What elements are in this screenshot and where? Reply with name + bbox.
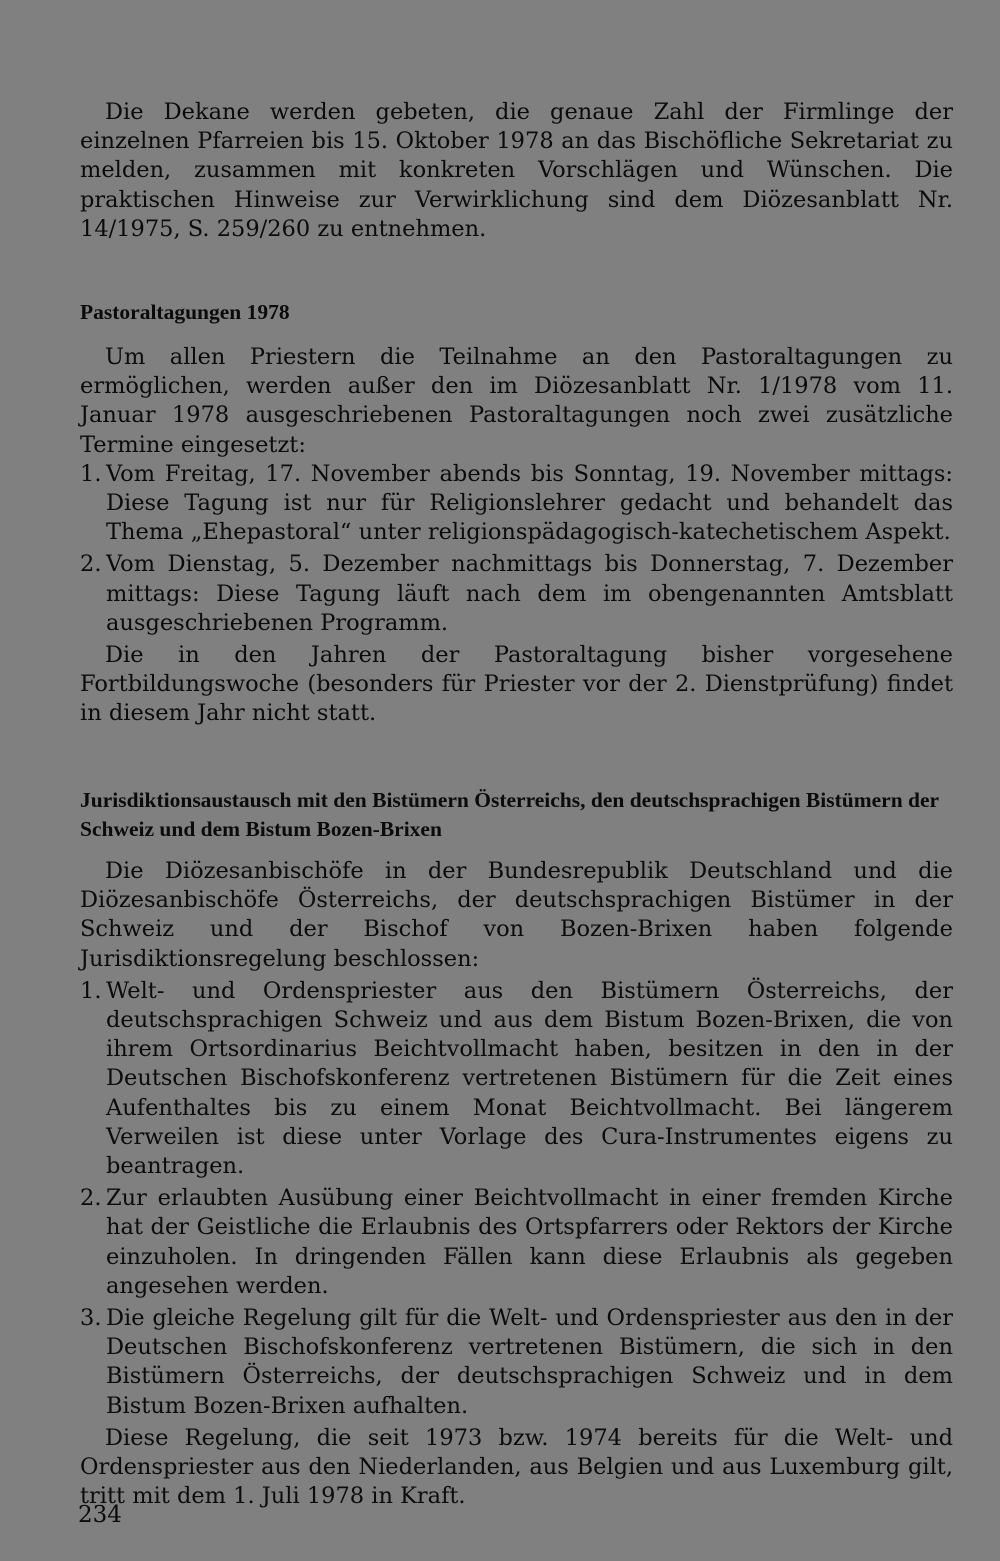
section-jurisdiktionsaustausch xyxy=(80,786,953,1511)
list-text: Vom Freitag, 17. November abends bis Sonntag, 19. November mittags: Diese Tagung ist nur für Religionslehrer gedacht und behandelt das Thema „Ehepastoral“ unter religionspädagogisch-katechetischem Aspekt. xyxy=(106,460,953,546)
list-text: Die gleiche Regelung gilt für die Welt- und Ordenspriester aus den in der Deutschen Bischofskonferenz vertretenen Bistümern, die sich in den Bistümern Österreichs, der deutschsprachigen Schweiz und in dem Bistum Bozen-Brixen aufhalten. xyxy=(106,1305,953,1419)
list-number: 1. xyxy=(80,460,102,487)
list-text: Zur erlaubten Ausübung einer Beichtvollmacht in einer fremden Kirche hat der Geistliche die Erlaubnis des Ortspfarrers oder Rektors der Kirche einzuholen. In dringenden Fällen kann diese Erlaubnis als gegeben angesehen werden. xyxy=(106,1185,953,1299)
page-number: 234 xyxy=(78,1502,122,1528)
section-heading: Pastoraltagungen 1978 xyxy=(80,300,290,324)
list-item xyxy=(80,550,953,638)
list-item xyxy=(80,1184,953,1301)
section-intro: Um allen Priestern die Teilnahme an den Pastoraltagungen zu ermöglichen, werden außer den im Diözesanblatt Nr. 1/1978 vom 11. Januar 1978 ausgeschriebenen Pastoraltagungen noch zwei zusätzliche Termine eingesetzt: xyxy=(80,344,953,458)
list-number: 1. xyxy=(80,977,102,1004)
intro-paragraph: Die Dekane werden gebeten, die genaue Zahl der Firmlinge der einzelnen Pfarreien bis 15. Oktober 1978 an das Bischöfliche Sekretariat zu melden, zusammen mit konkreten Vorschlägen und Wünschen. Die praktischen Hinweise zur Verwirklichung sind dem Diözesanblatt Nr. 14/1975, S. 259/260 zu entnehmen. xyxy=(80,99,953,242)
list-item xyxy=(80,977,953,1181)
section-closing: Die in den Jahren der Pastoraltagung bisher vorgesehene Fortbildungswoche (besonders für Priester vor der 2. Dienstprüfung) findet in diesem Jahr nicht statt. xyxy=(80,642,953,727)
section-intro: Die Diözesanbischöfe in der Bundesrepublik Deutschland und die Diözesanbischöfe Österreichs, der deutschsprachigen Bistümer in der Schweiz und der Bischof von Bozen-Brixen haben folgende Jurisdiktionsregelung beschlossen: xyxy=(80,858,953,972)
list-item xyxy=(80,1304,953,1421)
list-text: Welt- und Ordenspriester aus den Bistümern Österreichs, der deutschsprachigen Schweiz und aus dem Bistum Bozen-Brixen, die von ihrem Ortsordinarius Beichtvollmacht haben, besitzen in den in der Deutschen Bischofskonferenz vertretenen Bistümern für die Zeit eines Aufenthaltes bis zu einem Monat Beichtvollmacht. Bei längerem Verweilen ist diese unter Vorlage des Cura-Instrumentes eigens zu beantragen. xyxy=(106,977,953,1180)
list-number: 2. xyxy=(80,551,102,578)
list-text: Vom Dienstag, 5. Dezember nachmittags bis Donnerstag, 7. Dezember mittags: Diese Tagung läuft nach dem im obengenannten Amtsblatt ausgeschriebenen Programm. xyxy=(106,551,953,636)
intro-paragraph-block xyxy=(80,98,953,244)
list-number: 2. xyxy=(80,1185,102,1212)
section-pastoraltagungen xyxy=(80,298,953,729)
section-heading: Jurisdiktionsaustausch mit den Bistümern Österreichs, den deutschsprachigen Bistümern der Schweiz und dem Bistum Bozen-Brixen xyxy=(80,788,939,841)
list-item xyxy=(80,460,953,548)
section-closing: Diese Regelung, die seit 1973 bzw. 1974 bereits für die Welt- und Ordenspriester aus den Niederlanden, aus Belgien und aus Luxemburg gilt, tritt mit dem 1. Juli 1978 in Kraft. xyxy=(80,1424,953,1510)
list-number: 3. xyxy=(80,1305,102,1332)
